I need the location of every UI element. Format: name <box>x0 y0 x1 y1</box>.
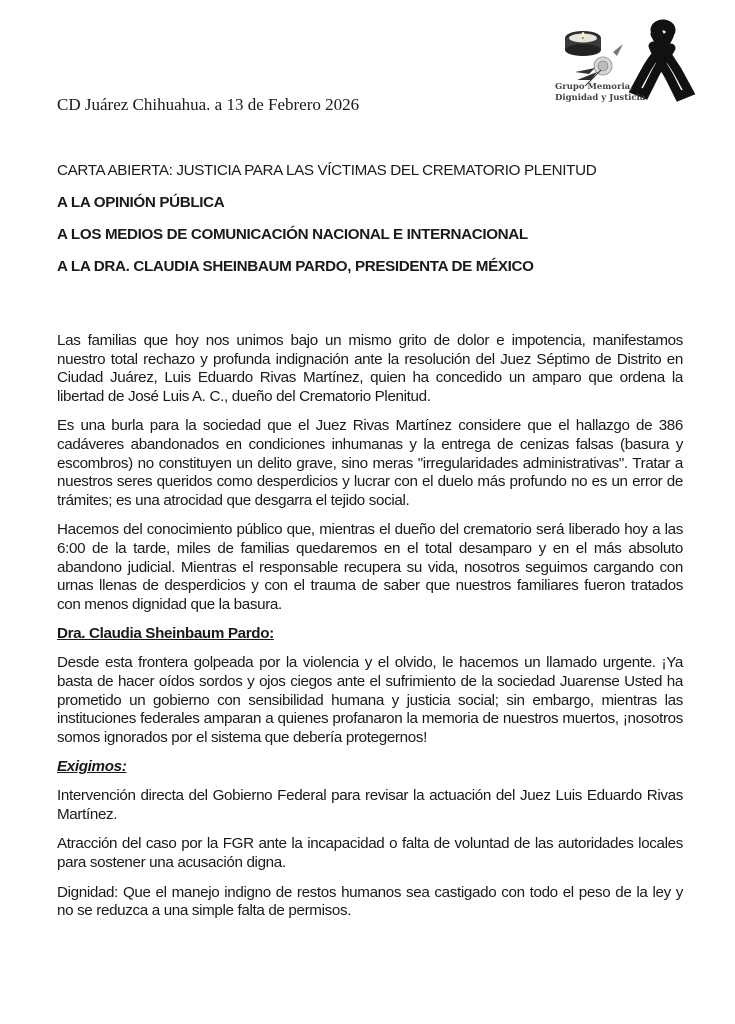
subheading-demands: Exigimos: <box>57 758 127 776</box>
paragraph-2: Es una burla para la sociedad que el Juez Rivas Martínez considere que el hallazgo de 386 cadáveres abandonados en condiciones inhumanas y la entrega de cenizas falsas (basura y escombros) no constituyen un delito grave, sino meras "irregularidades administrativas". Tratar a nuestros seres queridos como desperdicios y lucrar con el duelo más profundo no es un error de trámites; es una atrocidad que desgarra el tejido social. <box>57 417 683 509</box>
demand-item: Intervención directa del Gobierno Federal para revisar la actuación del Juez Luis Eduardo Rivas Martínez. <box>57 787 683 823</box>
organization-logo <box>555 8 715 113</box>
logo-line-2: Dignidad y Justicia <box>555 93 646 103</box>
demand-item: Dignidad: Que el manejo indigno de restos humanos sea castigado con todo el peso de la ley y no se reduzca a una simple falta de permisos. <box>57 883 683 920</box>
addressee-media: A LOS MEDIOS DE COMUNICACIÓN NACIONAL E INTERNACIONAL <box>57 226 528 243</box>
logo-caption <box>555 82 645 104</box>
candle-icon <box>565 31 601 56</box>
logo-line-1: Grupo Memoria, <box>555 82 634 92</box>
letter-content <box>57 162 683 921</box>
paragraph-1: Las familias que hoy nos unimos bajo un mismo grito de dolor e impotencia, manifestamos nuestro total rechazo y profunda indignación ante la resolución del Juez Séptimo de Distrito en Ciudad Juárez, Luis Eduardo Rivas Martínez, quien ha concedido un amparo que ordena la libertad de José Luis A. C., dueño del Crematorio Plenitud. <box>57 332 683 405</box>
paragraph-4: Desde esta frontera golpeada por la violencia y el olvido, le hacemos un llamado urgente. ¡Ya basta de hacer oídos sordos y ojos ciegos ante el sufrimiento de la sociedad Juarense Usted ha prometido un gobierno con sensibilidad humana y justicia social; sin embargo, mientras las instituciones federales amparan a quienes profanaron la memoria de nuestros muertos, ¡nosotros somos ignorados por el sistema que debería protegernos! <box>57 654 683 746</box>
addressee-public: A LA OPINIÓN PÚBLICA <box>57 194 225 211</box>
date-line: CD Juárez Chihuahua. a 13 de Febrero 2026 <box>57 95 360 114</box>
demand-item: Atracción del caso por la FGR ante la incapacidad o falta de voluntad de las autoridades locales para sostener una acusación digna. <box>57 835 683 872</box>
addressee-president: A LA DRA. CLAUDIA SHEINBAUM PARDO, PRESIDENTA DE MÉXICO <box>57 258 534 275</box>
paragraph-3: Hacemos del conocimiento público que, mientras el dueño del crematorio será liberado hoy a las 6:00 de la tarde, miles de familias quedaremos en el total desamparo y en el más absoluto abandono judicial. Mientras el responsable recupera su vida, nosotros seguimos cargando con urnas llenas de desperdicios y con el trauma de saber que nuestros familiares fueron tratados con menos dignidad que la basura. <box>57 521 683 613</box>
letter-title: CARTA ABIERTA: JUSTICIA PARA LAS VÍCTIMAS DEL CREMATORIO PLENITUD <box>57 162 597 179</box>
subheading-president: Dra. Claudia Sheinbaum Pardo: <box>57 625 274 643</box>
